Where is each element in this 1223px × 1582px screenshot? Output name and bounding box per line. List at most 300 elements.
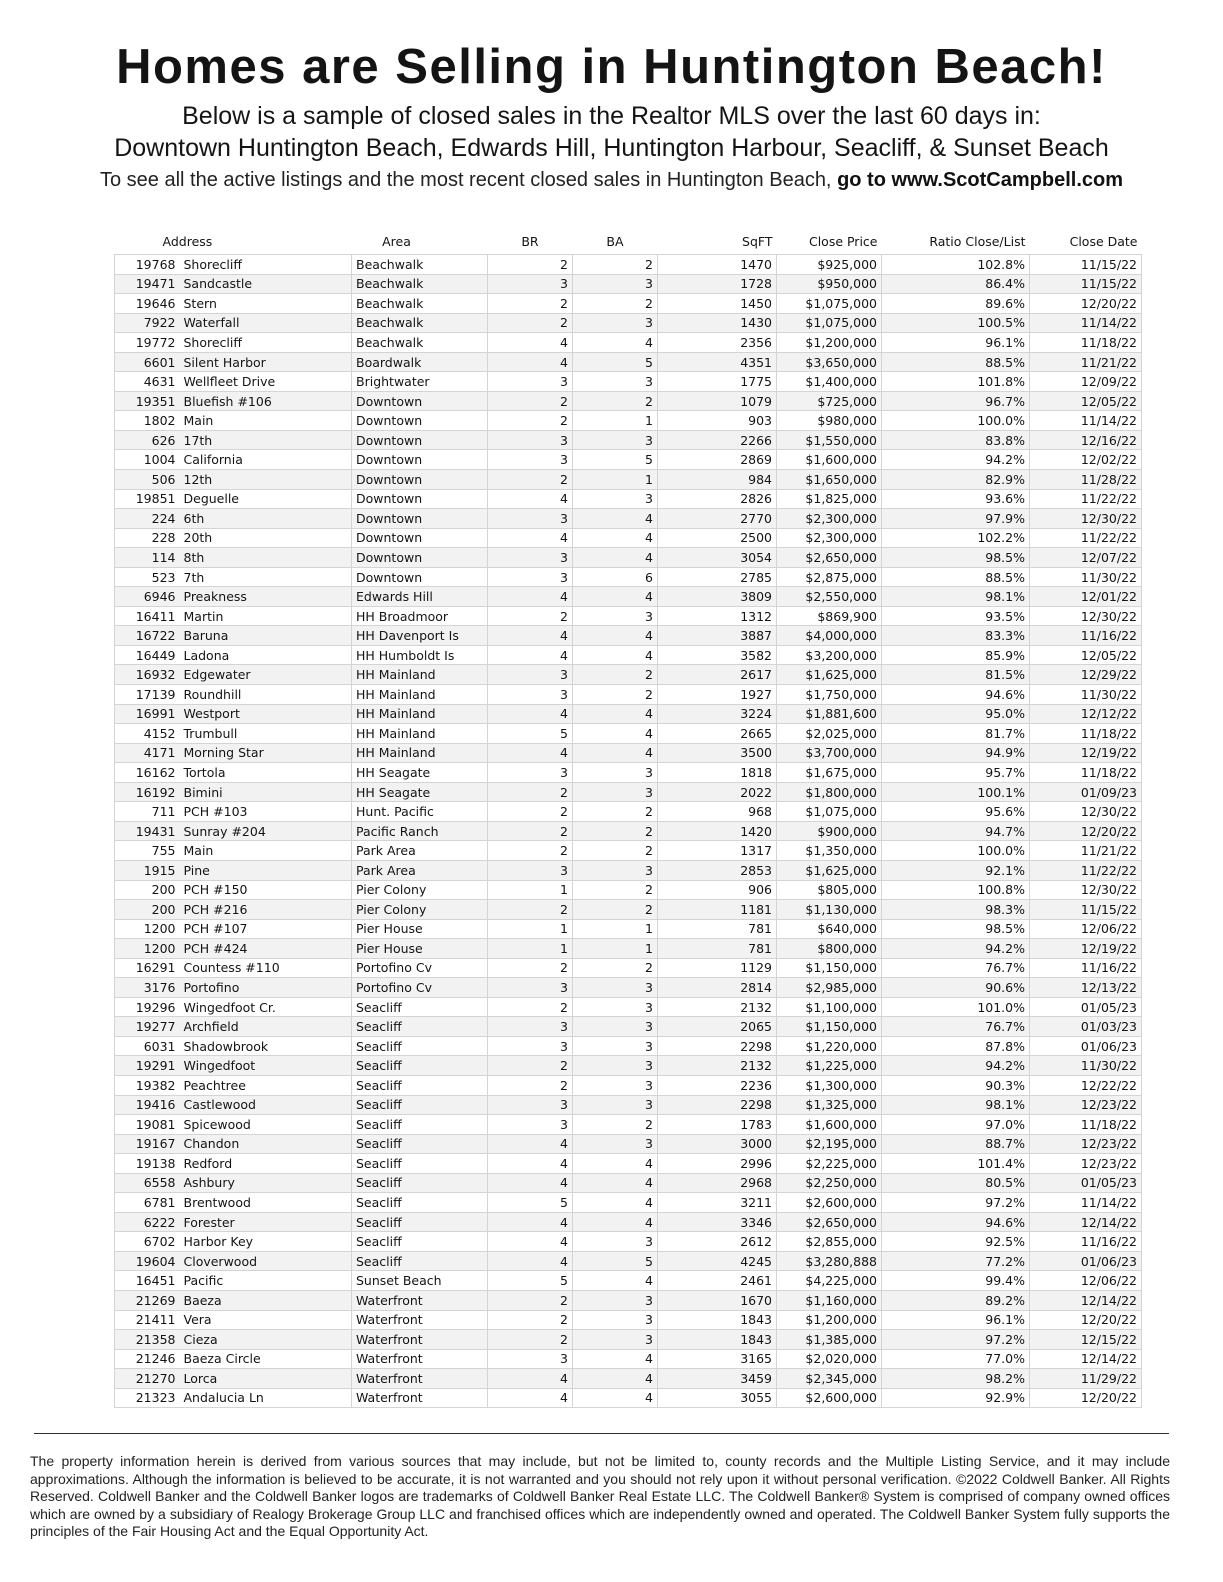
table-row: [115, 1173, 1142, 1193]
cell-sqft: 3165: [658, 1349, 777, 1369]
cell-br: 2: [488, 313, 573, 333]
cell-street-number: 1802: [115, 411, 180, 431]
cell-ratio: 95.0%: [882, 704, 1030, 724]
cell-street-name: Spicewood: [180, 1115, 352, 1135]
cell-street-name: Main: [180, 411, 352, 431]
cell-ratio: 97.2%: [882, 1330, 1030, 1350]
cell-ratio: 101.8%: [882, 372, 1030, 392]
cell-br: 4: [488, 1369, 573, 1389]
cell-close-price: $2,250,000: [777, 1173, 882, 1193]
cell-close-price: $925,000: [777, 255, 882, 275]
cell-street-name: Pine: [180, 860, 352, 880]
cell-street-name: Cloverwood: [180, 1251, 352, 1271]
cell-close-date: 11/22/22: [1030, 860, 1142, 880]
cell-ba: 2: [573, 821, 658, 841]
table-row: [115, 1290, 1142, 1310]
table-row: [115, 587, 1142, 607]
cell-close-price: $950,000: [777, 274, 882, 294]
cell-sqft: 1470: [658, 255, 777, 275]
cell-close-date: 12/14/22: [1030, 1349, 1142, 1369]
cell-br: 4: [488, 743, 573, 763]
cell-close-price: $1,220,000: [777, 1036, 882, 1056]
cell-sqft: 3459: [658, 1369, 777, 1389]
cell-area: Downtown: [352, 391, 488, 411]
cell-sqft: 2785: [658, 567, 777, 587]
table-row: [115, 372, 1142, 392]
table-row: [115, 821, 1142, 841]
legal-disclaimer: The property information herein is derived from various sources that may include, but not be limited to, county records and the Multiple Listing Service, and it may include approximations. Although the information is believed to be accurate, it is not warranted and you should not rely upon it without personal verification. ©2022 Coldwell Banker. All Rights Reserved. Coldwell Banker and the Coldwell Banker logos are trademarks of Coldwell Banker Real Estate LLC. The Coldwell Banker® System is comprised of company owned offices which are owned by a subsidiary of Realogy Brokerage Group LLC and franchised offices which are independently owned and operated. The Coldwell Banker System fully supports the principles of the Fair Housing Act and the Equal Opportunity Act.: [30, 1453, 1170, 1539]
table-row: [115, 997, 1142, 1017]
cell-ratio: 83.8%: [882, 430, 1030, 450]
cell-street-number: 19382: [115, 1075, 180, 1095]
table-row: [115, 763, 1142, 783]
cell-br: 2: [488, 255, 573, 275]
cell-ratio: 89.6%: [882, 294, 1030, 314]
cell-ba: 3: [573, 313, 658, 333]
cell-street-name: Sunray #204: [180, 821, 352, 841]
cell-sqft: 2500: [658, 528, 777, 548]
cell-area: Waterfront: [352, 1388, 488, 1408]
cell-br: 2: [488, 900, 573, 920]
cell-street-name: Baeza: [180, 1290, 352, 1310]
cell-ratio: 98.1%: [882, 587, 1030, 607]
cell-ba: 4: [573, 333, 658, 353]
cell-close-price: $1,075,000: [777, 294, 882, 314]
cell-close-date: 11/30/22: [1030, 685, 1142, 705]
cell-ba: 2: [573, 841, 658, 861]
subtitle-line-2: Downtown Huntington Beach, Edwards Hill, Huntington Harbour, Seacliff, & Sunset Beach: [114, 134, 1109, 162]
cell-close-price: $800,000: [777, 939, 882, 959]
cell-ba: 3: [573, 1075, 658, 1095]
cell-street-number: 21270: [115, 1369, 180, 1389]
cell-street-number: 19138: [115, 1154, 180, 1174]
cell-br: 5: [488, 724, 573, 744]
cell-sqft: 1430: [658, 313, 777, 333]
cell-sqft: 903: [658, 411, 777, 431]
cell-sqft: 2298: [658, 1095, 777, 1115]
cell-close-date: 12/19/22: [1030, 743, 1142, 763]
footer-divider: [34, 1433, 1169, 1434]
cell-area: Beachwalk: [352, 294, 488, 314]
cell-br: 4: [488, 704, 573, 724]
cell-ba: 3: [573, 782, 658, 802]
cell-close-price: $2,195,000: [777, 1134, 882, 1154]
col-header-address: Address: [162, 233, 213, 249]
cell-close-price: $2,650,000: [777, 548, 882, 568]
cell-ba: 3: [573, 1056, 658, 1076]
cell-ratio: 101.4%: [882, 1154, 1030, 1174]
cell-sqft: 2853: [658, 860, 777, 880]
cell-sqft: 2770: [658, 509, 777, 529]
cell-street-number: 523: [115, 567, 180, 587]
cell-close-price: $3,280,888: [777, 1251, 882, 1271]
cell-sqft: 3224: [658, 704, 777, 724]
cell-ba: 3: [573, 1017, 658, 1037]
cell-ratio: 95.7%: [882, 763, 1030, 783]
cell-sqft: 1843: [658, 1310, 777, 1330]
cell-street-number: 19416: [115, 1095, 180, 1115]
cell-br: 3: [488, 1095, 573, 1115]
cell-ratio: 80.5%: [882, 1173, 1030, 1193]
table-row: [115, 958, 1142, 978]
cell-br: 3: [488, 274, 573, 294]
cell-area: Seacliff: [352, 1251, 488, 1271]
cell-close-date: 12/12/22: [1030, 704, 1142, 724]
cell-sqft: 906: [658, 880, 777, 900]
cell-close-date: 01/05/23: [1030, 997, 1142, 1017]
table-row: [115, 1232, 1142, 1252]
cell-br: 3: [488, 978, 573, 998]
cell-sqft: 2665: [658, 724, 777, 744]
cell-area: Park Area: [352, 860, 488, 880]
cell-sqft: 2236: [658, 1075, 777, 1095]
cell-area: Waterfront: [352, 1310, 488, 1330]
cell-sqft: 1818: [658, 763, 777, 783]
cell-street-number: 114: [115, 548, 180, 568]
cell-close-date: 12/30/22: [1030, 880, 1142, 900]
cell-close-date: 12/15/22: [1030, 1330, 1142, 1350]
table-row: [115, 1154, 1142, 1174]
table-row: [115, 1017, 1142, 1037]
cell-sqft: 1775: [658, 372, 777, 392]
cell-ratio: 76.7%: [882, 1017, 1030, 1037]
cell-street-number: 16451: [115, 1271, 180, 1291]
table-row: [115, 606, 1142, 626]
table-row: [115, 333, 1142, 353]
cell-sqft: 3211: [658, 1193, 777, 1213]
cell-close-price: $2,855,000: [777, 1232, 882, 1252]
cell-close-price: $4,225,000: [777, 1271, 882, 1291]
cell-br: 2: [488, 782, 573, 802]
cell-br: 3: [488, 509, 573, 529]
cell-ba: 1: [573, 939, 658, 959]
cell-br: 2: [488, 821, 573, 841]
cell-street-number: 19471: [115, 274, 180, 294]
cell-ratio: 96.1%: [882, 1310, 1030, 1330]
cell-area: Seacliff: [352, 1056, 488, 1076]
cell-area: HH Seagate: [352, 763, 488, 783]
cell-street-number: 21358: [115, 1330, 180, 1350]
cell-ratio: 100.8%: [882, 880, 1030, 900]
cell-ba: 4: [573, 528, 658, 548]
cell-street-number: 19431: [115, 821, 180, 841]
cell-ratio: 77.0%: [882, 1349, 1030, 1369]
cell-br: 3: [488, 685, 573, 705]
cell-street-name: 7th: [180, 567, 352, 587]
cell-ratio: 92.1%: [882, 860, 1030, 880]
cell-street-number: 224: [115, 509, 180, 529]
cell-street-number: 626: [115, 430, 180, 450]
cell-close-price: $900,000: [777, 821, 882, 841]
cell-sqft: 3000: [658, 1134, 777, 1154]
cell-close-date: 12/14/22: [1030, 1290, 1142, 1310]
cell-br: 2: [488, 294, 573, 314]
table-row: [115, 1330, 1142, 1350]
col-header-close-date: Close Date: [1069, 233, 1138, 249]
cell-street-name: PCH #424: [180, 939, 352, 959]
cell-street-name: Brentwood: [180, 1193, 352, 1213]
cell-sqft: 3809: [658, 587, 777, 607]
cell-sqft: 1312: [658, 606, 777, 626]
cell-area: Pier Colony: [352, 900, 488, 920]
cell-ba: 4: [573, 1388, 658, 1408]
cell-area: Seacliff: [352, 1075, 488, 1095]
cell-br: 1: [488, 919, 573, 939]
cell-sqft: 2617: [658, 665, 777, 685]
cell-close-date: 11/14/22: [1030, 313, 1142, 333]
table-row: [115, 724, 1142, 744]
cell-br: 2: [488, 411, 573, 431]
cell-street-number: 19772: [115, 333, 180, 353]
cell-street-name: Bluefish #106: [180, 391, 352, 411]
cell-ba: 1: [573, 470, 658, 490]
cell-street-name: Bimini: [180, 782, 352, 802]
cell-street-number: 16192: [115, 782, 180, 802]
cell-close-price: $1,075,000: [777, 802, 882, 822]
cell-street-name: Trumbull: [180, 724, 352, 744]
cell-sqft: 1420: [658, 821, 777, 841]
table-row: [115, 548, 1142, 568]
cell-br: 2: [488, 1290, 573, 1310]
table-row: [115, 1193, 1142, 1213]
cell-street-name: Lorca: [180, 1369, 352, 1389]
cell-br: 4: [488, 626, 573, 646]
cell-br: 2: [488, 802, 573, 822]
cell-br: 2: [488, 1075, 573, 1095]
cell-area: Sunset Beach: [352, 1271, 488, 1291]
cell-ba: 3: [573, 1232, 658, 1252]
cell-street-number: 200: [115, 900, 180, 920]
cta-text: To see all the active listings and the most recent closed sales in Huntington Beach,: [99, 169, 832, 191]
cell-street-name: 17th: [180, 430, 352, 450]
cell-br: 2: [488, 958, 573, 978]
cell-br: 3: [488, 1036, 573, 1056]
cell-ratio: 88.5%: [882, 567, 1030, 587]
cell-close-price: $1,150,000: [777, 958, 882, 978]
cell-close-price: $3,200,000: [777, 645, 882, 665]
cell-ba: 2: [573, 685, 658, 705]
cell-area: Waterfront: [352, 1369, 488, 1389]
cell-street-name: PCH #150: [180, 880, 352, 900]
col-header-ba: BA: [606, 233, 624, 249]
cell-ba: 2: [573, 1115, 658, 1135]
cell-street-name: Andalucia Ln: [180, 1388, 352, 1408]
cell-close-price: $1,150,000: [777, 1017, 882, 1037]
cell-close-price: $1,625,000: [777, 860, 882, 880]
cell-br: 5: [488, 1193, 573, 1213]
table-row: [115, 1271, 1142, 1291]
cell-ratio: 95.6%: [882, 802, 1030, 822]
cell-close-price: $1,300,000: [777, 1075, 882, 1095]
cell-close-date: 11/18/22: [1030, 333, 1142, 353]
cell-close-date: 11/22/22: [1030, 528, 1142, 548]
cell-ratio: 98.3%: [882, 900, 1030, 920]
cell-area: Pier House: [352, 919, 488, 939]
cell-ba: 5: [573, 450, 658, 470]
cell-ratio: 97.9%: [882, 509, 1030, 529]
cell-close-price: $3,650,000: [777, 352, 882, 372]
cell-street-number: 19851: [115, 489, 180, 509]
cell-close-date: 11/15/22: [1030, 255, 1142, 275]
cell-close-price: $980,000: [777, 411, 882, 431]
cell-br: 3: [488, 763, 573, 783]
cell-street-number: 6781: [115, 1193, 180, 1213]
website-link[interactable]: go to www.ScotCampbell.com: [837, 169, 1124, 191]
cell-street-name: Silent Harbor: [180, 352, 352, 372]
table-row: [115, 1388, 1142, 1408]
cell-br: 4: [488, 1388, 573, 1408]
cell-street-name: Edgewater: [180, 665, 352, 685]
cell-ba: 4: [573, 743, 658, 763]
cell-ba: 1: [573, 919, 658, 939]
cell-area: Portofino Cv: [352, 958, 488, 978]
cell-ratio: 101.0%: [882, 997, 1030, 1017]
table-header-row: [115, 228, 1142, 255]
cell-br: 3: [488, 665, 573, 685]
cell-close-date: 12/09/22: [1030, 372, 1142, 392]
page-header: [0, 36, 1223, 194]
table-row: [115, 1056, 1142, 1076]
cell-close-date: 11/22/22: [1030, 489, 1142, 509]
cell-br: 4: [488, 587, 573, 607]
cell-br: 2: [488, 1330, 573, 1350]
cell-street-number: 6031: [115, 1036, 180, 1056]
table-row: [115, 352, 1142, 372]
cell-sqft: 2814: [658, 978, 777, 998]
table-row: [115, 626, 1142, 646]
cell-close-date: 01/06/23: [1030, 1036, 1142, 1056]
table-row: [115, 860, 1142, 880]
table-row: [115, 1349, 1142, 1369]
cell-br: 2: [488, 1310, 573, 1330]
cell-sqft: 1181: [658, 900, 777, 920]
cell-close-date: 11/15/22: [1030, 274, 1142, 294]
cell-sqft: 2996: [658, 1154, 777, 1174]
cell-br: 3: [488, 1115, 573, 1135]
cell-close-price: $2,300,000: [777, 528, 882, 548]
table-row: [115, 685, 1142, 705]
cell-close-price: $1,600,000: [777, 1115, 882, 1135]
cell-ba: 2: [573, 665, 658, 685]
cell-close-date: 12/02/22: [1030, 450, 1142, 470]
cell-ba: 3: [573, 978, 658, 998]
cell-area: Portofino Cv: [352, 978, 488, 998]
cell-ba: 3: [573, 1290, 658, 1310]
cell-br: 3: [488, 1017, 573, 1037]
cell-sqft: 1927: [658, 685, 777, 705]
table-row: [115, 509, 1142, 529]
cell-close-date: 12/14/22: [1030, 1212, 1142, 1232]
cell-close-price: $2,875,000: [777, 567, 882, 587]
cell-close-price: $1,750,000: [777, 685, 882, 705]
cell-sqft: 984: [658, 470, 777, 490]
cell-area: Seacliff: [352, 1232, 488, 1252]
cell-street-name: Forester: [180, 1212, 352, 1232]
cell-street-number: 6946: [115, 587, 180, 607]
cell-close-price: $805,000: [777, 880, 882, 900]
cell-ratio: 94.6%: [882, 1212, 1030, 1232]
cell-street-name: Sandcastle: [180, 274, 352, 294]
cell-ba: 3: [573, 430, 658, 450]
cell-street-number: 19646: [115, 294, 180, 314]
cell-br: 4: [488, 528, 573, 548]
cell-street-number: 16722: [115, 626, 180, 646]
cell-close-price: $1,800,000: [777, 782, 882, 802]
cell-close-date: 11/30/22: [1030, 567, 1142, 587]
cell-ba: 4: [573, 509, 658, 529]
cell-street-number: 755: [115, 841, 180, 861]
table-row: [115, 919, 1142, 939]
cell-area: HH Seagate: [352, 782, 488, 802]
table-row: [115, 665, 1142, 685]
cell-street-name: 20th: [180, 528, 352, 548]
cell-close-date: 11/30/22: [1030, 1056, 1142, 1076]
cell-sqft: 2132: [658, 1056, 777, 1076]
cell-sqft: 2826: [658, 489, 777, 509]
cell-area: Pacific Ranch: [352, 821, 488, 841]
cell-street-name: Morning Star: [180, 743, 352, 763]
cell-ratio: 77.2%: [882, 1251, 1030, 1271]
cell-street-number: 19604: [115, 1251, 180, 1271]
cell-ba: 2: [573, 255, 658, 275]
cell-area: Seacliff: [352, 1115, 488, 1135]
cell-close-price: $2,600,000: [777, 1193, 882, 1213]
cell-street-name: Main: [180, 841, 352, 861]
cell-br: 4: [488, 1134, 573, 1154]
cell-street-number: 19291: [115, 1056, 180, 1076]
cell-close-date: 12/29/22: [1030, 665, 1142, 685]
cell-close-date: 11/16/22: [1030, 1232, 1142, 1252]
cell-area: Edwards Hill: [352, 587, 488, 607]
cell-street-name: 12th: [180, 470, 352, 490]
cell-street-number: 21411: [115, 1310, 180, 1330]
cell-ratio: 87.8%: [882, 1036, 1030, 1056]
cell-close-date: 12/23/22: [1030, 1134, 1142, 1154]
cell-close-price: $4,000,000: [777, 626, 882, 646]
cell-ba: 4: [573, 1271, 658, 1291]
cell-street-number: 228: [115, 528, 180, 548]
cell-ratio: 94.2%: [882, 1056, 1030, 1076]
table-row: [115, 1251, 1142, 1271]
cell-close-price: $1,075,000: [777, 313, 882, 333]
cell-street-number: 3176: [115, 978, 180, 998]
cell-br: 3: [488, 1349, 573, 1369]
cell-area: HH Mainland: [352, 685, 488, 705]
col-header-ratio: Ratio Close/List: [929, 233, 1026, 249]
cell-sqft: 1450: [658, 294, 777, 314]
cell-ratio: 94.9%: [882, 743, 1030, 763]
cell-area: Seacliff: [352, 1212, 488, 1232]
cell-close-price: $1,825,000: [777, 489, 882, 509]
cell-street-number: 711: [115, 802, 180, 822]
cell-close-price: $1,400,000: [777, 372, 882, 392]
cell-ratio: 94.2%: [882, 939, 1030, 959]
cell-ratio: 97.2%: [882, 1193, 1030, 1213]
cell-close-date: 11/18/22: [1030, 1115, 1142, 1135]
cell-sqft: 3887: [658, 626, 777, 646]
cell-ba: 4: [573, 704, 658, 724]
cell-close-price: $2,550,000: [777, 587, 882, 607]
cell-ratio: 102.8%: [882, 255, 1030, 275]
cell-br: 2: [488, 841, 573, 861]
table-row: [115, 978, 1142, 998]
cell-street-name: Tortola: [180, 763, 352, 783]
cell-br: 4: [488, 489, 573, 509]
table-row: [115, 567, 1142, 587]
cell-street-number: 7922: [115, 313, 180, 333]
cell-area: Beachwalk: [352, 333, 488, 353]
cell-close-date: 01/03/23: [1030, 1017, 1142, 1037]
